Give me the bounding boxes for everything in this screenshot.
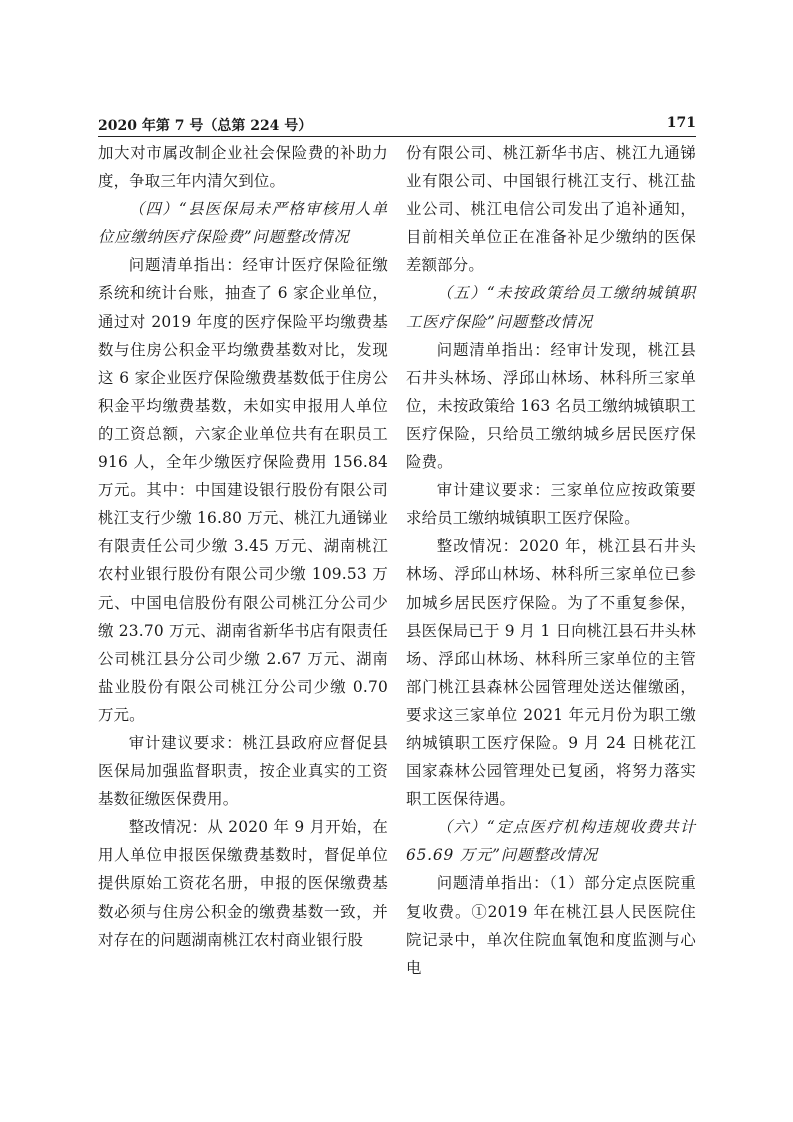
paragraph: 整改情况：2020 年，桃江县石井头林场、浮邱山林场、林科所三家单位已参加城乡居民医疗保险。为了不重复参保，县医保局已于 9 月 1 日向桃江县石井头林场、浮邱山林场、林科所三家单位的主管部门桃江县森林公园管理处送达催缴函，要求这三家单位 2021 年元月份为职工缴纳城镇职工医疗保险。9 月 24 日桃花江国家森林公园管理处已复函，将努力落实职工医保待遇。 [406, 537, 696, 809]
section-heading: （五）“未按政策给员工缴纳城镇职工医疗保险”问题整改情况 [406, 284, 696, 331]
issue-info: 2020 年第 7 号（总第 224 号） [98, 118, 313, 134]
section-heading: （六）“定点医疗机构违规收费共计 65.69 万元”问题整改情况 [406, 818, 696, 865]
page-number: 171 [666, 115, 696, 131]
right-column [406, 139, 696, 982]
paragraph: 份有限公司、桃江新华书店、桃江九通锑业有限公司、中国银行桃江支行、桃江盐业公司、桃江电信公司发出了追补通知，目前相关单位正在准备补足少缴纳的医保差额部分。 [406, 144, 696, 275]
left-column [98, 139, 388, 954]
paragraph: 问题清单指出：经审计发现，桃江县石井头林场、浮邱山林场、林科所三家单位，未按政策给 163 名员工缴纳城镇职工医疗保险，只给员工缴纳城乡居民医疗保险费。 [406, 340, 696, 472]
header-rule [98, 136, 696, 137]
paragraph: 整改情况：从 2020 年 9 月开始，在用人单位申报医保缴费基数时，督促单位提供原始工资花名册，申报的医保缴费基数必须与住房公积金的缴费基数一致，并对存在的问题湖南桃江农村商业银行股 [98, 818, 388, 949]
paragraph: 审计建议要求：桃江县政府应督促县医保局加强监督职责，按企业真实的工资基数征缴医保费用。 [98, 733, 388, 809]
running-header [98, 111, 696, 137]
paragraph: 审计建议要求：三家单位应按政策要求给员工缴纳城镇职工医疗保险。 [406, 481, 696, 528]
paragraph: 问题清单指出：经审计医疗保险征缴系统和统计台账，抽查了 6 家企业单位，通过对 2019 年度的医疗保险平均缴费基数与住房公积金平均缴费基数对比，发现这 6 家企业医疗保险缴费基数低于住房公积金平均缴费基数，未如实申报用人单位的工资总额，六家企业单位共有在职员工 916 人，全年少缴医疗保险费用 156.84 万元。其中：中国建设银行股份有限公司桃江支行少缴 16.80 万元、桃江九通锑业有限责任公司少缴 3.45 万元、湖南桃江农村业银行股份有限公司少缴 109.53 万元、中国电信股份有限公司桃江分公司少缴 23.70 万元、湖南省新华书店有限责任公司桃江县分公司少缴 2.67 万元、湖南盐业股份有限公司桃江分公司少缴 0.70 万元。 [98, 256, 388, 724]
paragraph: 问题清单指出：（1）部分定点医院重复收费。①2019 年在桃江县人民医院住院记录中，单次住院血氧饱和度监测与心电 [406, 874, 696, 977]
paragraph: 加大对市属改制企业社会保险费的补助力度，争取三年内清欠到位。 [98, 144, 388, 191]
section-heading: （四）“县医保局未严格审核用人单位应缴纳医疗保险费”问题整改情况 [98, 200, 388, 247]
